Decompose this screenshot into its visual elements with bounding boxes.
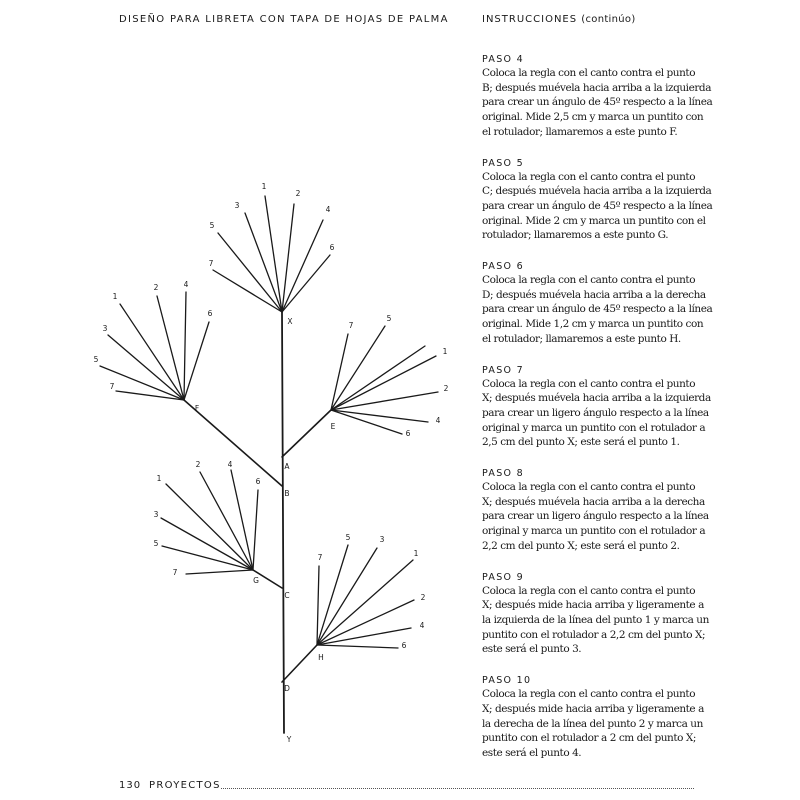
leaf-number-label: 5 (345, 533, 351, 542)
step-text (482, 687, 704, 761)
leaf-ray-g (166, 484, 253, 570)
step-line: D; después muévela hacia arriba a la derecha (482, 288, 706, 301)
step-line: 2,5 cm del punto X; este será el punto 1. (482, 436, 680, 449)
leaf-ray-f (108, 335, 184, 400)
leaf-ray-f (184, 322, 209, 400)
leaf-ray-h (317, 628, 411, 645)
step-block (482, 364, 711, 451)
step-line: Coloca la regla con el canto contra el punto (482, 377, 696, 390)
branch-to-e (282, 410, 331, 457)
step-title: PASO 8 (482, 468, 524, 480)
step-block (482, 54, 713, 140)
footer-section: PROYECTOS (149, 780, 221, 791)
step-line: X; después mide hacia arriba y ligeramente a (482, 702, 704, 715)
leaf-number-label: 7 (109, 382, 115, 391)
leaf-number-label: 2 (295, 189, 301, 198)
leaf-number-label: 3 (153, 510, 159, 519)
leaf-ray-e (331, 410, 402, 434)
step-line: X; después mide hacia arriba y ligeramente a (482, 599, 704, 612)
leaf-number-label: 4 (183, 280, 189, 289)
step-block (482, 571, 709, 658)
step-line: 2,2 cm del punto X; este será el punto 2. (482, 539, 680, 552)
leaf-number-label: 5 (93, 355, 99, 364)
leaf-ray-g (253, 490, 258, 570)
leaf-number-label: 4 (227, 460, 233, 469)
step-line: C; después muévela hacia arriba a la izquierda (482, 185, 712, 198)
leaf-number-label: 4 (435, 416, 441, 425)
step-line: Coloca la regla con el canto contra el punto (482, 584, 696, 597)
leaf-number-label: 2 (153, 283, 159, 292)
step-line: la derecha de la línea del punto 2 y marca un (482, 717, 703, 730)
step-title: PASO 7 (482, 364, 524, 376)
leaf-number-label: 7 (348, 321, 354, 330)
step-line: para crear un ligero ángulo respecto a la línea (482, 406, 709, 419)
step-line: original. Mide 2 cm y marca un puntito con el (482, 214, 706, 227)
leaf-ray-e (331, 346, 425, 410)
leaf-ray-h (317, 645, 398, 648)
leaf-number-label: 1 (442, 347, 448, 356)
leaf-ray-e (331, 326, 385, 410)
step-line: B; después muévela hacia arriba a la izquierda (482, 81, 712, 94)
step-text (482, 584, 709, 658)
leaf-number-label: 4 (419, 621, 425, 630)
leaf-number-label: 3 (102, 324, 108, 333)
leaf-number-label: 7 (172, 568, 178, 577)
leaf-ray-h (317, 560, 413, 645)
leaf-number-label: 1 (261, 182, 267, 191)
step-line: X; después muévela hacia arriba a la derecha (482, 495, 705, 508)
main-stem (282, 312, 284, 733)
step-block (482, 675, 704, 761)
instruction-steps (482, 54, 713, 779)
step-line: el rotulador; llamaremos a este punto F. (482, 125, 678, 138)
step-title: PASO 9 (482, 571, 524, 583)
leaf-number-label: 3 (234, 201, 240, 210)
step-text (482, 377, 711, 451)
step-line: Coloca la regla con el canto contra el punto (482, 170, 696, 183)
point-label-y: Y (286, 735, 292, 744)
step-line: para crear un ligero ángulo respecto a la línea (482, 510, 709, 523)
step-line: original. Mide 2,5 cm y marca un puntito con (482, 111, 704, 124)
step-line: original y marca un puntito con el rotulador a (482, 421, 706, 434)
point-label-d: D (284, 684, 290, 693)
branch-to-h (282, 645, 317, 682)
leaf-ray-e (331, 356, 436, 410)
leaf-number-label: 2 (443, 384, 449, 393)
step-block (482, 157, 713, 244)
leaf-number-label: 6 (255, 477, 261, 486)
step-line: la izquierda de la línea del punto 1 y marca un (482, 613, 709, 626)
leaf-number-label: 5 (209, 221, 215, 230)
step-line: Coloca la regla con el canto contra el punto (482, 481, 696, 494)
page-number: 130 (119, 780, 142, 791)
leaf-ray-x (245, 213, 282, 312)
leaf-ray-e (331, 410, 428, 422)
step-line: original y marca un puntito con el rotulador a (482, 525, 706, 538)
point-label-f: F (194, 404, 200, 413)
running-header-left: DISEÑO PARA LIBRETA CON TAPA DE HOJAS DE PALMA (119, 14, 449, 25)
leaf-number-label: 1 (112, 292, 118, 301)
step-title: PASO 10 (482, 675, 532, 687)
step-line: Coloca la regla con el canto contra el punto (482, 274, 696, 287)
step-line: Coloca la regla con el canto contra el punto (482, 688, 696, 701)
point-label-g: G (253, 576, 259, 585)
step-line: Coloca la regla con el canto contra el punto (482, 67, 696, 79)
leaf-number-label: 5 (153, 539, 159, 548)
point-label-x: X (287, 317, 293, 326)
step-line: rotulador; llamaremos a este punto G. (482, 229, 669, 242)
page-footer (119, 780, 694, 794)
leaf-ray-e (331, 334, 348, 410)
step-text (482, 273, 713, 347)
leaf-number-label: 6 (401, 641, 407, 650)
leaf-number-label: 1 (156, 474, 162, 483)
leaf-number-label: 6 (329, 243, 335, 252)
footer-dotted-rule (221, 788, 694, 789)
leaf-ray-g (186, 570, 253, 574)
leaf-number-label: 1 (413, 549, 419, 558)
instructions-heading: INSTRUCCIONES (482, 14, 578, 25)
leaf-number-label: 2 (420, 593, 426, 602)
step-line: puntito con el rotulador a 2,2 cm del punto X; (482, 628, 706, 641)
step-line: para crear un ángulo de 45º respecto a la línea (482, 96, 713, 109)
step-line: este será el punto 3. (482, 643, 582, 656)
step-block (482, 261, 713, 347)
leaf-ray-h (317, 566, 319, 645)
continued-note: (continúo) (581, 14, 636, 25)
step-line: puntito con el rotulador a 2 cm del punto X; (482, 732, 697, 745)
point-label-e: E (330, 422, 336, 431)
point-label-a: A (284, 462, 290, 471)
step-line: para crear un ángulo de 45º respecto a la línea (482, 199, 713, 212)
step-text (482, 480, 709, 554)
leaf-number-label: 7 (208, 259, 214, 268)
leaf-number-label: 7 (317, 553, 323, 562)
leaf-ray-x (213, 270, 282, 312)
step-line: este será el punto 4. (482, 746, 582, 759)
leaf-ray-x (282, 204, 294, 312)
leaf-number-label: 5 (386, 314, 392, 323)
step-title: PASO 5 (482, 157, 524, 169)
leaf-ray-f (120, 304, 184, 400)
step-line: original. Mide 1,2 cm y marca un puntito con (482, 318, 704, 331)
leaf-ray-f (184, 292, 186, 400)
leaf-number-label: 3 (379, 535, 385, 544)
step-title: PASO 6 (482, 261, 524, 273)
point-label-h: H (318, 653, 324, 662)
leaf-ray-x (282, 220, 323, 312)
step-block (482, 468, 709, 554)
step-line: para crear un ángulo de 45º respecto a la línea (482, 303, 713, 316)
step-title: PASO 4 (482, 54, 524, 65)
leaf-ray-g (162, 546, 253, 570)
step-line: X; después muévela hacia arriba a la izquierda (482, 392, 711, 405)
leaf-ray-g (231, 470, 253, 570)
leaf-number-label: 2 (195, 460, 201, 469)
step-text (482, 66, 713, 140)
step-line: el rotulador; llamaremos a este punto H. (482, 332, 681, 345)
leaf-ray-x (282, 255, 330, 312)
point-label-c: C (284, 591, 290, 600)
leaf-number-label: 6 (207, 309, 213, 318)
step-text (482, 170, 713, 244)
leaf-number-label: 4 (325, 205, 331, 214)
point-label-b: B (284, 489, 290, 498)
leaf-ray-f (157, 296, 184, 400)
leaf-ray-e (331, 392, 438, 410)
leaf-number-label: 6 (405, 429, 411, 438)
